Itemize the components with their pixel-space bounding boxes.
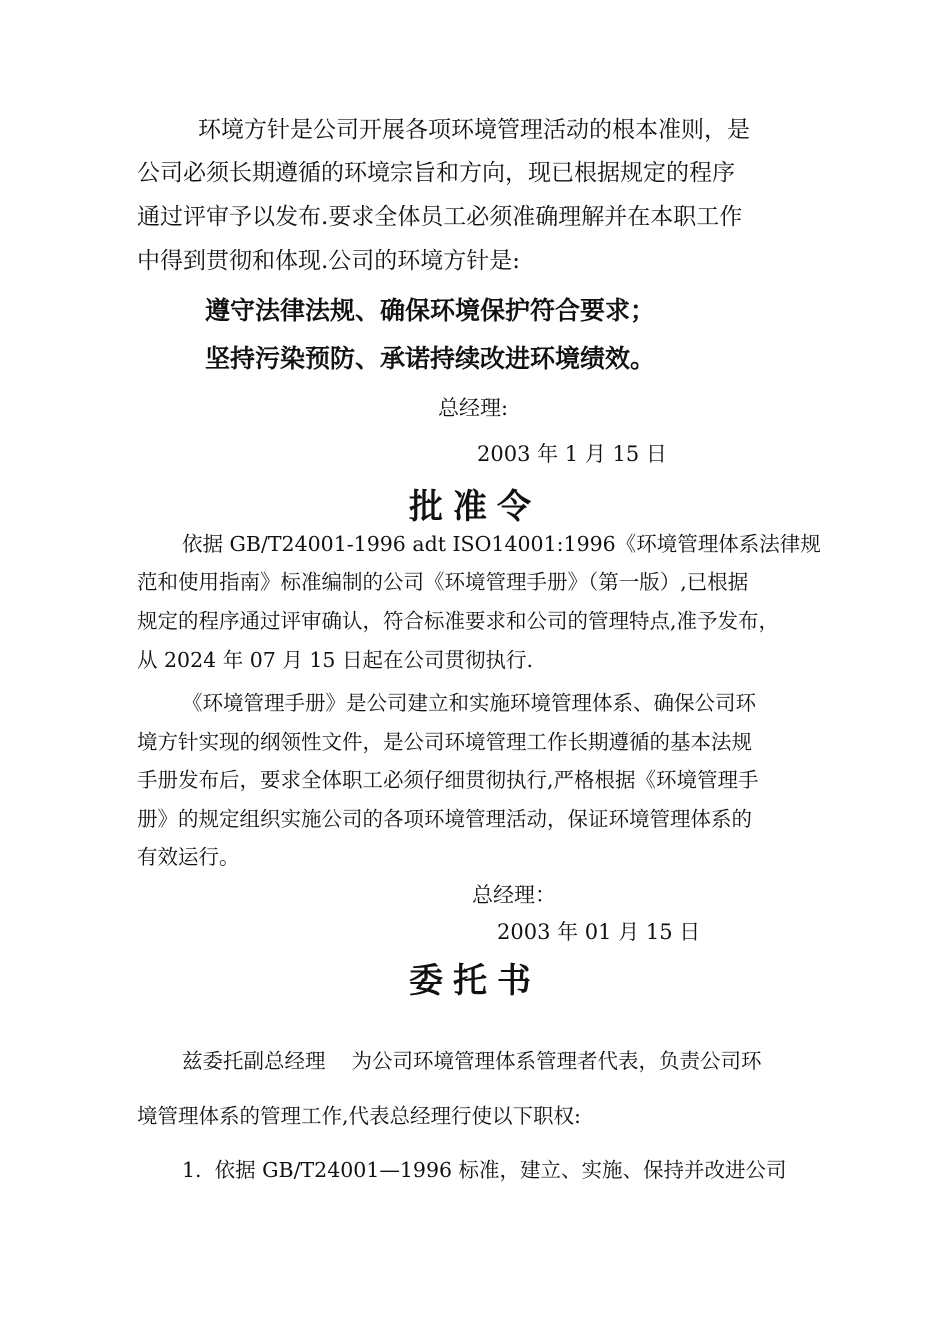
approval-para1-line-1: 依据 GB/T24001-1996 adt ISO14001:1996《环境管理体系法律规 — [182, 532, 821, 556]
approval-para2-line-1: 《环境管理手册》是公司建立和实施环境管理体系、确保公司环 — [182, 691, 756, 715]
approval-para1-line-4: 从 2024 年 07 月 15 日起在公司贯彻执行. — [137, 648, 533, 672]
approval-para1-line-2: 范和使用指南》标准编制的公司《环境管理手册》（第一版）,已根据 — [137, 570, 749, 594]
commission-item-1-number: 1. — [182, 1158, 202, 1182]
policy-date: 2003 年 1 月 15 日 — [477, 442, 667, 466]
policy-motto-1: 遵守法律法规、确保环境保护符合要求； — [205, 296, 656, 325]
policy-line-3: 通过评审予以发布.要求全体员工必须准确理解并在本职工作 — [137, 204, 743, 230]
policy-line-4: 中得到贯彻和体现.公司的环境方针是: — [137, 248, 521, 274]
commission-line-1-end: 为公司环境管理体系管理者代表，负责公司环 — [351, 1049, 762, 1073]
policy-line-1: 环境方针是公司开展各项环境管理活动的根本准则，是 — [198, 117, 750, 143]
approval-para1-line-3: 规定的程序通过评审确认，符合标准要求和公司的管理特点,准予发布， — [137, 609, 780, 633]
commission-item-1-text: 依据 GB/T24001—1996 标准，建立、实施、保持并改进公司 — [214, 1158, 787, 1182]
approval-title: 批准令 — [409, 487, 541, 527]
approval-date: 2003 年 01 月 15 日 — [497, 920, 701, 944]
commission-item-1 — [182, 1155, 787, 1185]
approval-para2-line-3: 手册发布后，要求全体职工必须仔细贯彻执行,严格根据《环境管理手 — [137, 768, 759, 792]
approval-para2-line-5: 有效运行。 — [137, 845, 240, 869]
approval-para2-line-2: 境方针实现的纲领性文件，是公司环境管理工作长期遵循的基本法规 — [137, 730, 752, 754]
policy-line-2: 公司必须长期遵循的环境宗旨和方向，现已根据规定的程序 — [137, 160, 735, 186]
approval-signer: 总经理： — [472, 883, 556, 907]
policy-motto-2: 坚持污染预防、承诺持续改进环境绩效。 — [205, 344, 656, 373]
commission-title: 委托书 — [409, 961, 541, 1001]
policy-signer: 总经理: — [438, 396, 509, 420]
commission-line-1-start: 兹委托副总经理 — [182, 1049, 326, 1073]
commission-line-2: 境管理体系的管理工作,代表总经理行使以下职权: — [137, 1104, 581, 1128]
approval-para2-line-4: 册》的规定组织实施公司的各项环境管理活动，保证环境管理体系的 — [137, 807, 752, 831]
commission-line-1 — [182, 1046, 762, 1076]
